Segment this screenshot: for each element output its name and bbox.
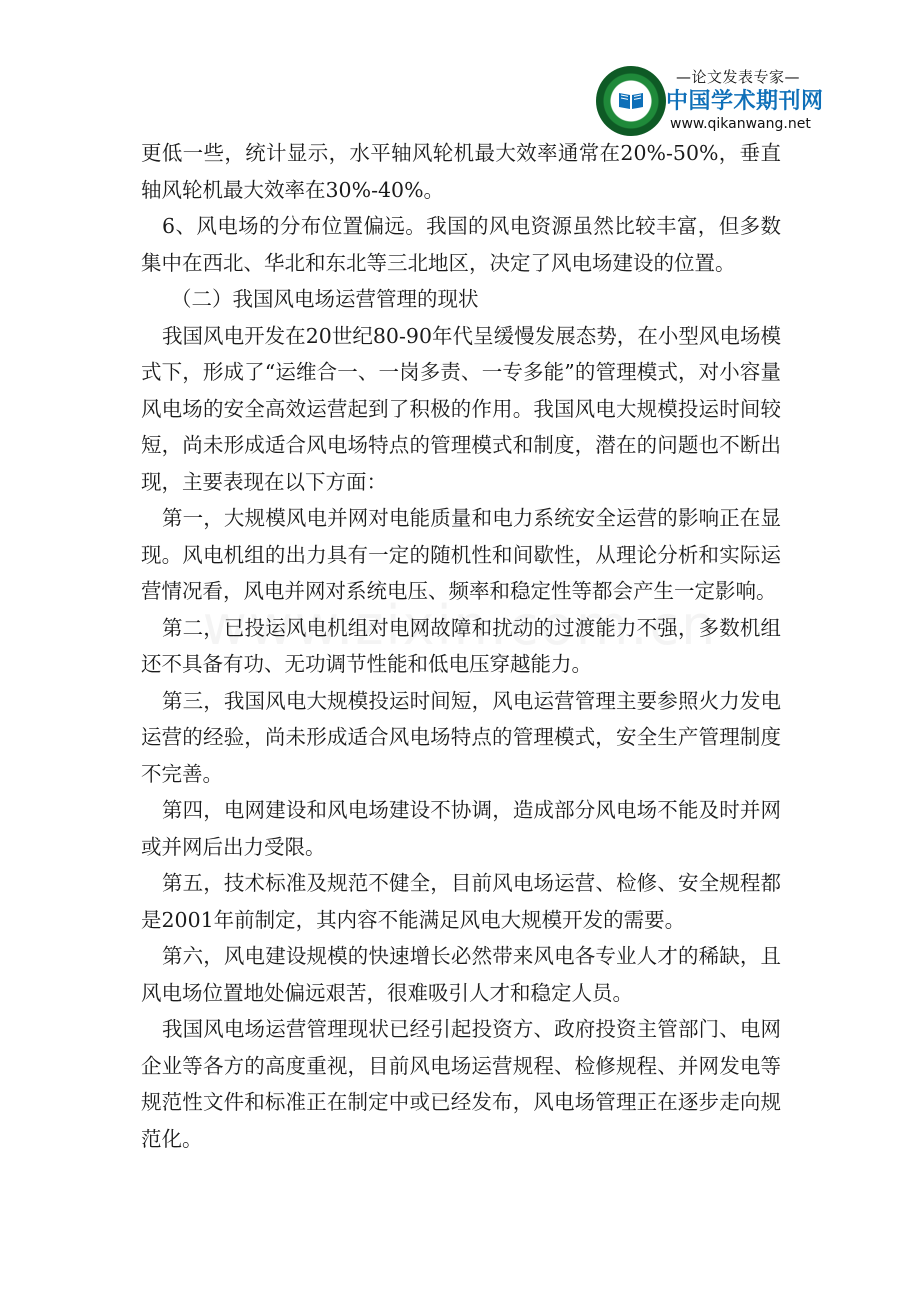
paragraph: 更低一些，统计显示，水平轴风轮机最大效率通常在20%-50%，垂直轴风轮机最大效率在30%-40%。 [141, 141, 781, 202]
paragraph: 第六，风电建设规模的快速增长必然带来风电各专业人才的稀缺，且风电场位置地处偏远艰苦，很难吸引人才和稳定人员。 [141, 944, 781, 1005]
publisher-logo [596, 64, 824, 138]
paragraph: 第五，技术标准及规范不健全，目前风电场运营、检修、安全规程都是2001年前制定，其内容不能满足风电大规模开发的需要。 [141, 871, 781, 932]
logo-emblem [596, 66, 666, 136]
document-body [141, 135, 781, 1157]
paragraph: 第三，我国风电大规模投运时间短，风电运营管理主要参照火力发电运营的经验，尚未形成适合风电场特点的管理模式，安全生产管理制度不完善。 [141, 688, 781, 786]
book-icon [618, 90, 644, 110]
logo-name: 中国学术期刊网 [666, 89, 824, 114]
paragraph: 我国风电场运营管理现状已经引起投资方、政府投资主管部门、电网企业等各方的高度重视，目前风电场运营规程、检修规程、并网发电等规范性文件和标准正在制定中或已经发布，风电场管理正在逐步走向规范化。 [141, 1017, 781, 1151]
paragraph: 我国风电开发在20世纪80-90年代呈缓慢发展态势，在小型风电场模式下，形成了“运维合一、一岗多责、一专多能”的管理模式，对小容量风电场的安全高效运营起到了积极的作用。我国风电大规模投运时间较短，尚未形成适合风电场特点的管理模式和制度，潜在的问题也不断出现，主要表现在以下方面： [141, 323, 781, 494]
paragraph: 6、风电场的分布位置偏远。我国的风电资源虽然比较丰富，但多数集中在西北、华北和东北等三北地区，决定了风电场建设的位置。 [141, 214, 781, 275]
paragraph: 第四，电网建设和风电场建设不协调，造成部分风电场不能及时并网或并网后出力受限。 [141, 798, 781, 859]
paragraph: 第二，已投运风电机组对电网故障和扰动的过渡能力不强，多数机组还不具备有功、无功调节性能和低电压穿越能力。 [141, 615, 781, 676]
paragraph: 第一，大规模风电并网对电能质量和电力系统安全运营的影响正在显现。风电机组的出力具有一定的随机性和间歇性，从理论分析和实际运营情况看，风电并网对系统电压、频率和稳定性等都会产生一定影响。 [141, 506, 781, 603]
section-heading: （二）我国风电场运营管理的现状 [171, 287, 479, 311]
logo-url: www.qikanwang.net [670, 116, 811, 132]
logo-slogan: —论文发表专家— [676, 68, 801, 86]
